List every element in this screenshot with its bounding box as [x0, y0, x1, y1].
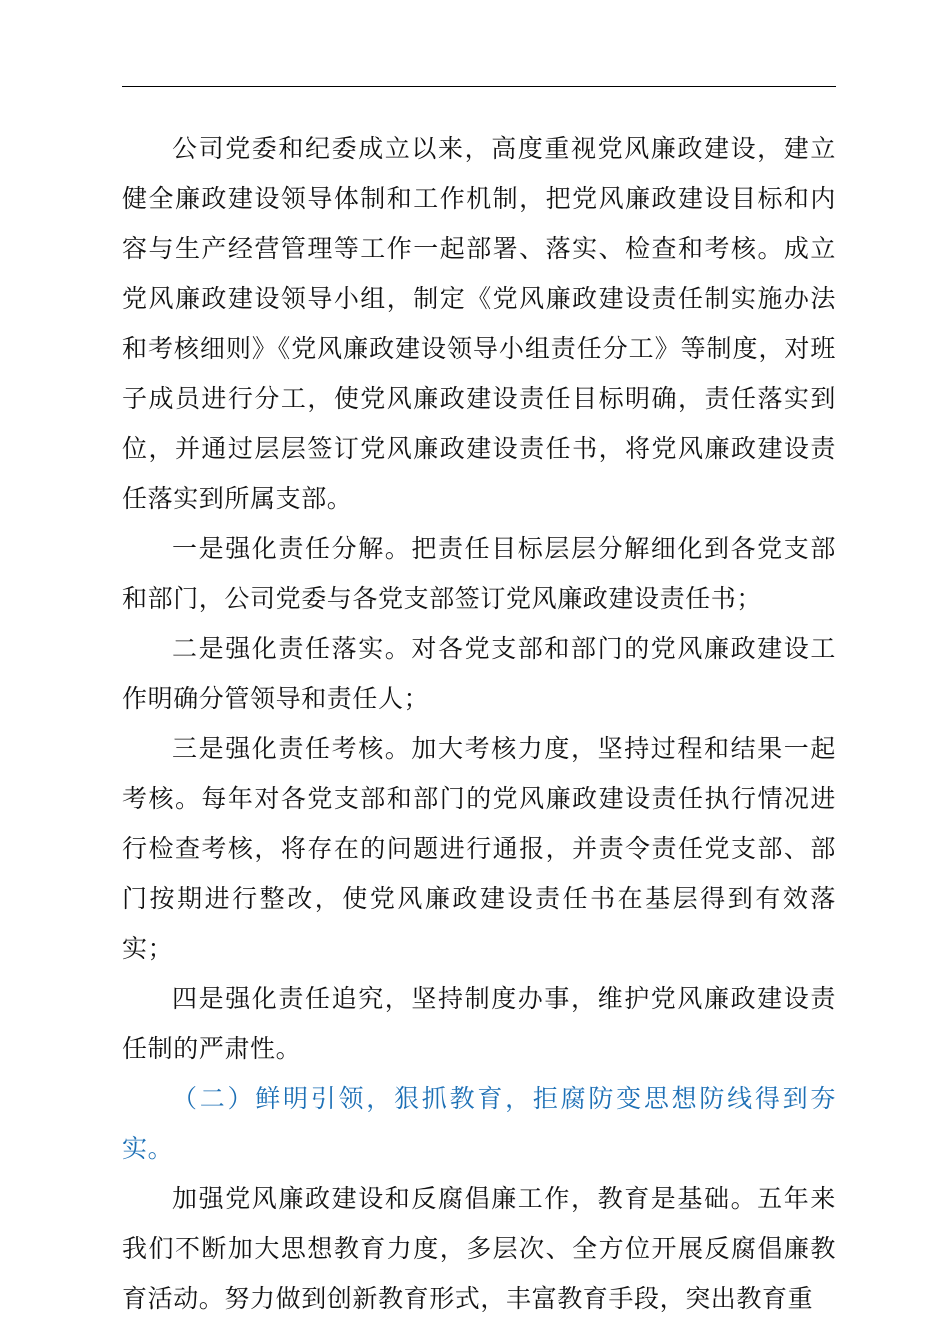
paragraph-item-3: 三是强化责任考核。加大考核力度，坚持过程和结果一起考核。每年对各党支部和部门的党风廉政建设责任执行情况进行检查考核，将存在的问题进行通报，并责令责任党支部、部门按期进行整改，使党风廉政建设责任书在基层得到有效落实； — [122, 734, 836, 963]
header-rule — [122, 86, 836, 87]
paragraph-intro: 公司党委和纪委成立以来，高度重视党风廉政建设，建立健全廉政建设领导体制和工作机制，把党风廉政建设目标和内容与生产经营管理等工作一起部署、落实、检查和考核。成立党风廉政建设领导小组，制定《党风廉政建设责任制实施办法和考核细则》《党风廉政建设领导小组责任分工》等制度，对班子成员进行分工，使党风廉政建设责任目标明确，责任落实到位，并通过层层签订党风廉政建设责任书，将党风廉政建设责任落实到所属支部。 — [122, 134, 836, 513]
section-paragraph: 加强党风廉政建设和反腐倡廉工作，教育是基础。五年来我们不断加大思想教育力度，多层次、全方位开展反腐倡廉教育活动。努力做到创新教育形式，丰富教育手段，突出教育重 — [122, 1184, 836, 1313]
section-heading: （二）鲜明引领，狠抓教育，拒腐防变思想防线得到夯实。 — [122, 1084, 836, 1163]
document-body — [122, 124, 836, 1324]
paragraph-item-4: 四是强化责任追究，坚持制度办事，维护党风廉政建设责任制的严肃性。 — [122, 984, 836, 1063]
paragraph-item-2: 二是强化责任落实。对各党支部和部门的党风廉政建设工作明确分管领导和责任人； — [122, 634, 836, 713]
paragraph-item-1: 一是强化责任分解。把责任目标层层分解细化到各党支部和部门，公司党委与各党支部签订党风廉政建设责任书； — [122, 534, 836, 613]
